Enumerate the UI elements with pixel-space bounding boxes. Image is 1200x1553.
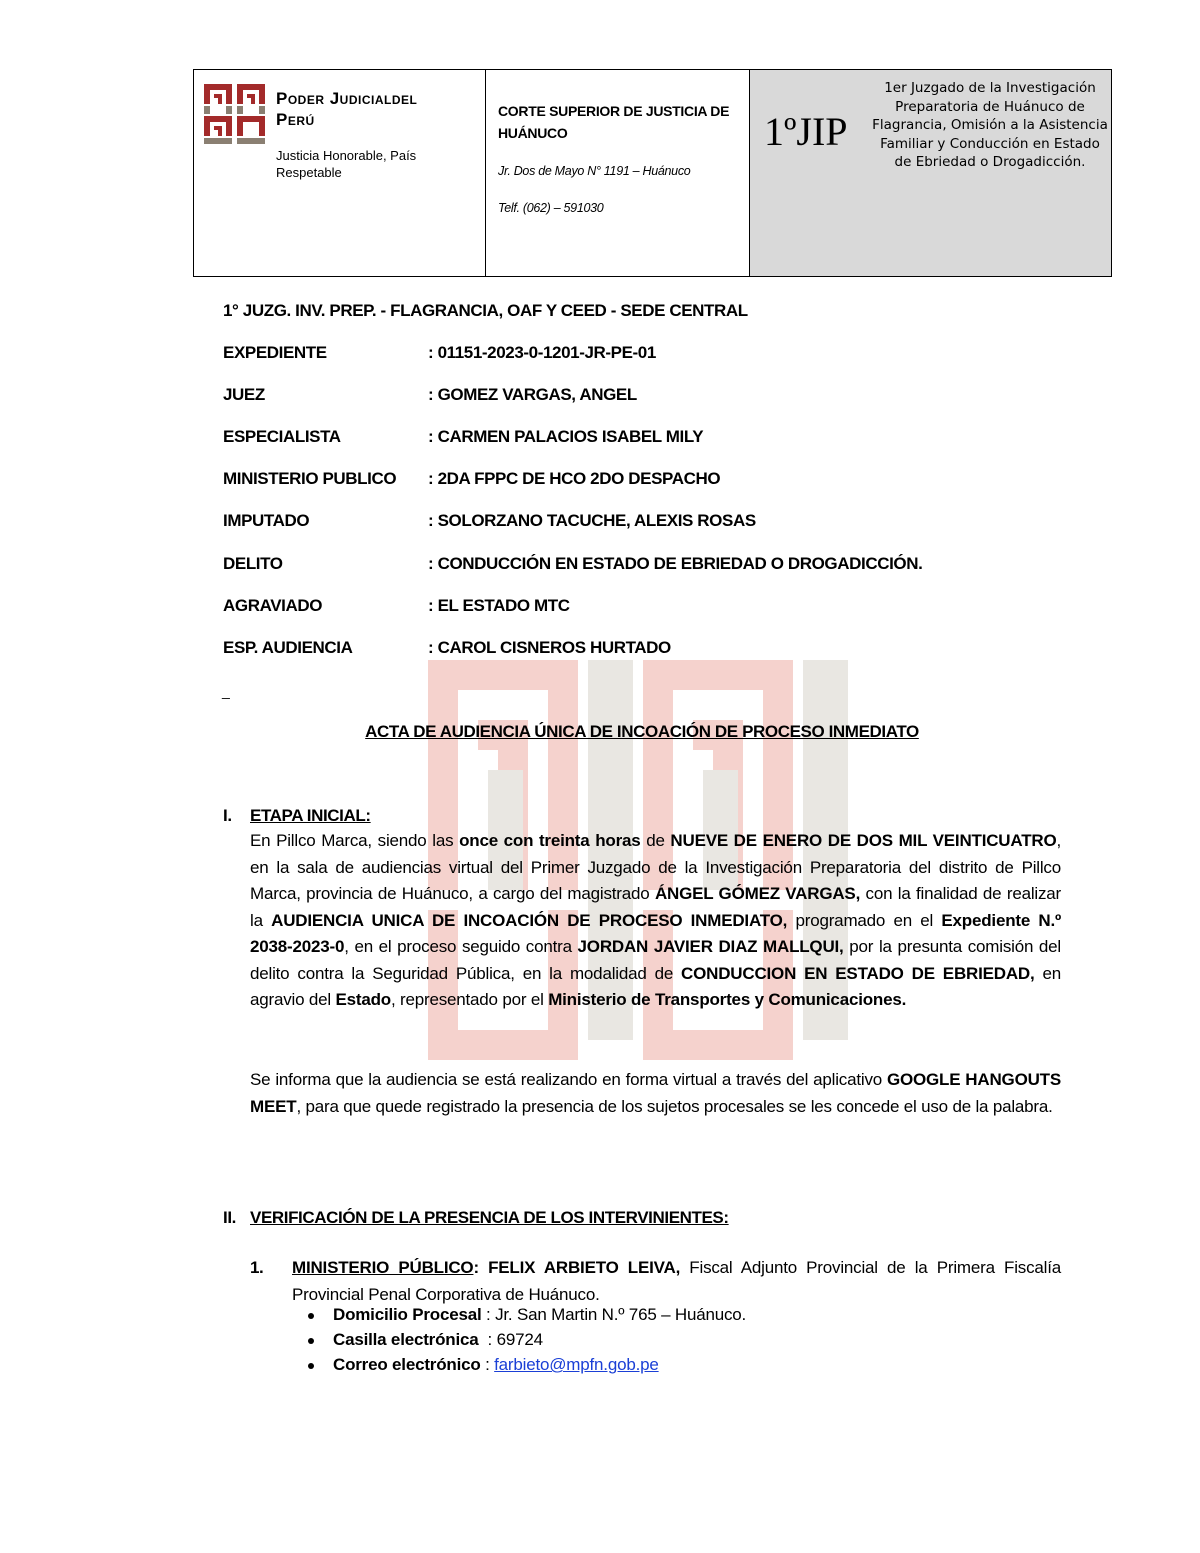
court-description: 1er Juzgado de la Investigación Preparatoria de Huánuco de Flagrancia, Omisión a la Asistencia Familiar y Conducción en Estado de Ebriedad o Drogadicción.	[872, 80, 1108, 170]
org-title	[276, 88, 417, 130]
jip-code: 1ºJIP	[764, 109, 848, 154]
field-value-ministerio-publico: : 2DA FPPC DE HCO 2DO DESPACHO	[428, 469, 721, 488]
email-link[interactable]: farbieto@mpfn.gob.pe	[494, 1355, 659, 1374]
court-name: CORTE SUPERIOR DE JUSTICIA DE HUÁNUCO	[498, 103, 730, 141]
field-value-delito: : CONDUCCIÓN EN ESTADO DE EBRIEDAD O DROGADICCIÓN.	[428, 554, 923, 573]
poder-judicial-logo-icon	[204, 84, 266, 146]
field-value-imputado: : SOLORZANO TACUCHE, ALEXIS ROSAS	[428, 511, 756, 530]
item-1-description: Fiscal Adjunto Provincial de la Primera Fiscalía Provincial Penal Corporativa de Huánuco.	[292, 1258, 1061, 1304]
field-label-juez: JUEZ	[223, 385, 265, 404]
field-value-expediente: : 01151-2023-0-1201-JR-PE-01	[428, 343, 656, 362]
field-label-especialista: ESPECIALISTA	[223, 427, 341, 446]
org-title-line1: Poder Judicialdel	[276, 89, 418, 108]
field-label-expediente: EXPEDIENTE	[223, 343, 327, 362]
field-label-esp-audiencia: ESP. AUDIENCIA	[223, 638, 353, 657]
field-value-agraviado: : EL ESTADO MTC	[428, 596, 570, 615]
detail-domicilio: Domicilio Procesal : Jr. San Martin N.º 765 – Huánuco.	[333, 1305, 747, 1324]
org-motto: Justicia Honorable, País Respetable	[276, 148, 417, 180]
field-label-ministerio-publico: MINISTERIO PUBLICO	[223, 469, 397, 488]
section-1-number: I.	[223, 806, 232, 825]
bullet-icon	[308, 1313, 314, 1319]
court-phone: Telf. (062) – 591030	[498, 201, 604, 215]
field-value-juez: : GOMEZ VARGAS, ANGEL	[428, 385, 637, 404]
field-label-agraviado: AGRAVIADO	[223, 596, 323, 615]
section-2-number: II.	[223, 1208, 236, 1227]
field-value-esp-audiencia: : CAROL CISNEROS HURTADO	[428, 638, 671, 657]
letterhead	[193, 69, 1112, 277]
detail-casilla: Casilla electrónica : 69724	[333, 1330, 543, 1349]
field-label-delito: DELITO	[223, 554, 283, 573]
court-address: Jr. Dos de Mayo N° 1191 – Huánuco	[498, 164, 691, 178]
section-1-paragraph-2: Se informa que la audiencia se está realizando en forma virtual a través del aplicativo GOOGLE HANGOUTS MEET, para que quede registrado la presencia de los sujetos procesales se les concede el uso de la palabra.	[250, 1070, 1061, 1116]
section-1-paragraph-1: En Pillco Marca, siendo las once con treinta horas de NUEVE DE ENERO DE DOS MIL VEINTICUATRO, en la sala de audiencias virtual del Primer Juzgado de la Investigación Preparatoria del distrito de Pillco Marca, provincia de Huánuco, a cargo del magistrado ÁNGEL GÓMEZ VARGAS, con la finalidad de realizar la AUDIENCIA UNICA DE INCOACIÓN DE PROCESO INMEDIATO, programado en el Expediente N.º 2038-2023-0, en el proceso seguido contra JORDAN JAVIER DIAZ MALLQUI, por la presunta comisión del delito contra la Seguridad Pública, en la modalidad de CONDUCCION EN ESTADO DE EBRIEDAD, en agravio del Estado, representado por el Ministerio de Transportes y Comunicaciones.	[250, 831, 1062, 1009]
item-1-name: FELIX ARBIETO LEIVA,	[478, 1258, 681, 1277]
section-2-title: VERIFICACIÓN DE LA PRESENCIA DE LOS INTERVINIENTES:	[250, 1208, 729, 1227]
bullet-icon	[308, 1363, 314, 1369]
letterhead-court-cell	[486, 70, 750, 276]
field-value-especialista: : CARMEN PALACIOS ISABEL MILY	[428, 427, 704, 446]
item-1-label: MINISTERIO PÚBLICO	[292, 1258, 474, 1277]
org-title-line2: Perú	[276, 110, 315, 129]
underscore-mark: _	[222, 683, 230, 699]
section-1-title: ETAPA INICIAL:	[250, 806, 371, 825]
document-title: ACTA DE AUDIENCIA ÚNICA DE INCOACIÓN DE PROCESO INMEDIATO	[365, 722, 919, 741]
case-header: 1° JUZG. INV. PREP. - FLAGRANCIA, OAF Y CEED - SEDE CENTRAL	[223, 301, 748, 320]
letterhead-jip-cell	[750, 70, 1111, 276]
letterhead-org-cell	[194, 70, 486, 276]
detail-correo: Correo electrónico : farbieto@mpfn.gob.pe	[333, 1355, 659, 1374]
field-label-imputado: IMPUTADO	[223, 511, 310, 530]
item-1-text: MINISTERIO PÚBLICO: FELIX ARBIETO LEIVA, Fiscal Adjunto Provincial de la Primera Fiscalía Provincial Penal Corporativa de Huánuco.	[292, 1258, 1061, 1304]
item-1-number: 1.	[250, 1258, 264, 1277]
bullet-icon	[308, 1338, 314, 1344]
